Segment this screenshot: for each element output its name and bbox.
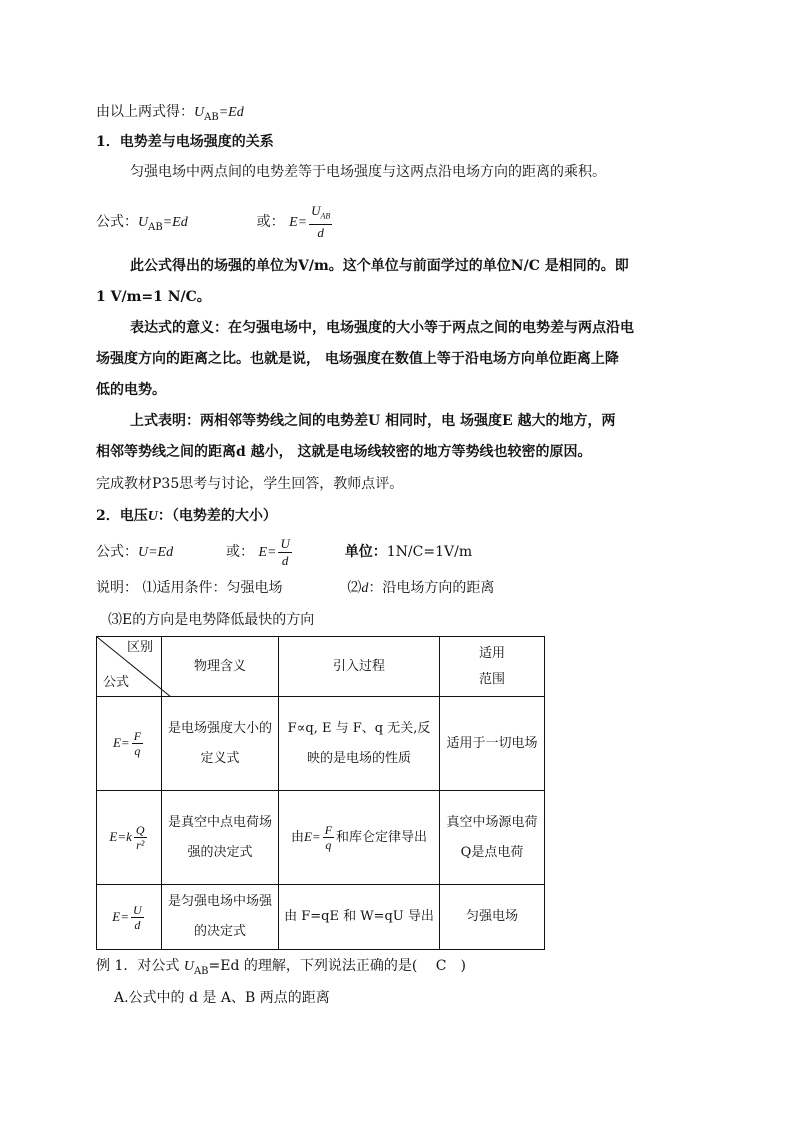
task-line: 完成教材P35思考与讨论，学生回答，教师点评。 — [96, 476, 404, 492]
s2-formula: U=Ed — [138, 545, 174, 560]
frac-num-sub: AB — [320, 211, 331, 221]
row1-formula-lhs: E= — [112, 735, 130, 750]
row2-process-fraction — [323, 823, 334, 852]
unit-line-2: 1 V/m=1 N/C。 — [96, 289, 211, 305]
s2-frac-lhs: E= — [258, 545, 277, 560]
unit-line-1: 此公式得出的场强的单位为V/m。这个单位与前面学过的单位N/C 是相同的。即 — [130, 258, 629, 274]
table-row — [97, 885, 545, 950]
row2-process — [279, 791, 440, 885]
example-option-a: A.公式中的 d 是 A、B 两点的距离 — [114, 990, 330, 1006]
example-rest: =Ed 的理解，下列说法正确的是( — [208, 958, 418, 974]
intro-formula-sub: AB — [204, 111, 219, 123]
row1-num: F — [133, 729, 142, 743]
row1-den: q — [134, 744, 141, 758]
formula-u: U — [138, 215, 149, 230]
s2-note2-prefix: ⑵ — [347, 580, 362, 596]
section2-notes-line — [96, 580, 494, 598]
table-row — [97, 791, 545, 885]
frac-num: U — [311, 202, 321, 218]
shows-line-2: 相邻等势线之间的距离d 越小， 这就是电场线较密的地方等势线也较密的原因。 — [96, 444, 592, 460]
header-scope-line1: 适用 — [478, 645, 505, 661]
formula-rhs: =Ed — [162, 215, 188, 230]
or-label: 或： — [256, 214, 285, 230]
s2-unit-label: 单位： — [344, 544, 387, 560]
row2-formula — [97, 791, 162, 885]
meaning-line-3: 低的电势。 — [96, 382, 166, 398]
table-row — [97, 697, 545, 791]
row3-formula-lhs: E= — [112, 908, 130, 924]
row3-formula — [97, 885, 162, 950]
s2-note2-var: d — [361, 581, 369, 596]
row3-num: U — [133, 902, 142, 917]
row2-num: Q — [135, 823, 145, 837]
section1-sentence: 匀强电场中两点间的电势差等于电场强度与这两点沿电场方向的距离的乘积。 — [130, 164, 606, 180]
section2-heading-prefix: 2．电压 — [96, 508, 148, 524]
row3-meaning: 是匀强电场中场强的决定式 — [162, 885, 279, 950]
row2-den: r² — [136, 838, 145, 852]
s2-note-label: 说明： — [96, 580, 138, 596]
row2-meaning: 是真空中点电荷场强的决定式 — [162, 791, 279, 885]
s2-formula-label: 公式： — [96, 544, 138, 560]
row3-scope: 匀强电场 — [440, 885, 545, 950]
header-diagonal-cell — [97, 637, 162, 697]
meaning-line-1: 表达式的意义：在匀强电场中，电场强度的大小等于两点之间的电势差与两点沿电 — [130, 320, 634, 336]
header-scope-line2: 范围 — [478, 671, 505, 687]
row2-fraction — [134, 823, 147, 852]
row2-process-prefix: 由 — [290, 830, 304, 845]
intro-prefix: 由以上两式得： — [96, 104, 194, 120]
header-diag-top: 区别 — [126, 640, 153, 655]
section1-heading: 1．电势差与电场强度的关系 — [96, 134, 274, 150]
row3-process: 由 F=qE 和 W=qU 导出 — [279, 885, 440, 950]
header-meaning: 物理含义 — [162, 637, 279, 697]
s2-fraction-u-over-d — [278, 536, 291, 569]
row2-process-suffix: 和库仑定律导出 — [336, 830, 428, 845]
shows-line-1: 上式表明：两相邻等势线之间的电势差U 相同时，电 场强度E 越大的地方，两 — [130, 413, 616, 429]
section2-heading-var: U — [147, 509, 158, 524]
s2-note1: ⑴适用条件：匀强电场 — [142, 580, 283, 596]
s2-or-label: 或： — [226, 544, 255, 560]
header-scope — [440, 637, 545, 697]
row1-meaning: 是电场强度大小的定义式 — [162, 697, 279, 791]
intro-formula-u: U — [194, 105, 205, 120]
row3-den: d — [134, 917, 141, 932]
formula-comparison-table — [96, 636, 545, 950]
example-prefix: 例 1．对公式 — [96, 958, 180, 974]
row1-process: F∝q, E 与 F、q 无关,反映的是电场的性质 — [279, 697, 440, 791]
header-process: 引入过程 — [279, 637, 440, 697]
section2-heading-suffix: ：（电势差的大小） — [157, 508, 277, 524]
header-diag-bottom: 公式 — [103, 675, 130, 690]
s2-unit-value: 1N/C=1V/m — [386, 544, 473, 560]
example-var: U — [183, 959, 194, 974]
section2-heading — [96, 508, 277, 526]
intro-line — [96, 104, 244, 124]
intro-formula-rhs: =Ed — [218, 105, 244, 120]
row2-formula-lhs: E=k — [109, 829, 132, 844]
section2-note3: ⑶E的方向是电势降低最快的方向 — [108, 612, 315, 628]
row1-formula — [97, 697, 162, 791]
table-header-row — [97, 637, 545, 697]
example-answer: C — [435, 958, 447, 974]
section2-formula-line — [96, 532, 472, 573]
formula-u-sub: AB — [148, 221, 163, 233]
example-close: ) — [460, 958, 466, 974]
row1-fraction — [132, 729, 143, 758]
row3-fraction — [131, 903, 144, 932]
example-question — [96, 958, 466, 978]
s2-frac-den: d — [281, 552, 289, 568]
row2-process-frac-lhs: E= — [303, 829, 321, 844]
frac-lhs: E= — [289, 215, 308, 230]
s2-frac-num: U — [280, 535, 290, 551]
row2-process-num: F — [324, 823, 333, 837]
row2-process-den: q — [325, 838, 332, 852]
fraction-u-over-d — [309, 203, 332, 242]
s2-note2-suffix: ：沿电场方向的距离 — [368, 580, 495, 596]
section1-formula-line — [96, 202, 334, 248]
meaning-line-2: 场强度方向的距离之比。也就是说， 电场强度在数值上等于沿电场方向单位距离上降 — [96, 351, 619, 367]
row1-scope: 适用于一切电场 — [440, 697, 545, 791]
row2-scope: 真空中场源电荷Q是点电荷 — [440, 791, 545, 885]
frac-den: d — [317, 225, 324, 241]
example-var-sub: AB — [193, 965, 209, 977]
formula-label: 公式： — [96, 214, 138, 230]
